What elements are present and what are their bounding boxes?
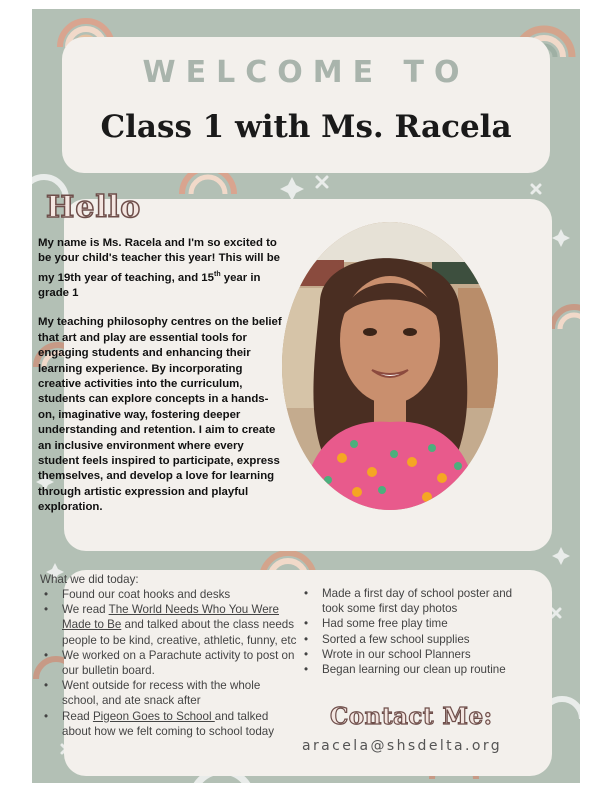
bio-intro-text: My name is Ms. Racela and I'm so excited to be your child's teacher this year! This will be my 19th year of teaching, and 15 [38, 237, 280, 284]
activities-list-left [40, 587, 300, 739]
teacher-portrait-photo [282, 222, 498, 510]
bio-intro-tail: year in grade 1 [38, 271, 261, 300]
list-item [40, 602, 300, 648]
contact-email[interactable]: aracela@shsdelta.org [302, 738, 503, 754]
list-item-text: Found our coat hooks and desks [62, 588, 231, 601]
list-item [40, 678, 300, 708]
teacher-portrait-icon [282, 222, 498, 510]
welcome-subtitle: WELCOME TO [142, 55, 470, 90]
activities-list-right [300, 586, 516, 677]
contact-heading: Contact Me: [330, 703, 493, 730]
list-item: • Made a first day of school poster and took some first day photos [300, 586, 516, 616]
list-item [40, 648, 300, 678]
book-title-link[interactable]: Pigeon Goes to School [92, 709, 215, 723]
list-item [40, 709, 300, 739]
list-item-text: We worked on a Parachute activity to post on our bulletin board. [62, 648, 295, 678]
list-item-text: and talked about the class needs people to be kind, creative, athletic, funny, etc [62, 618, 297, 647]
list-item-text: We read [62, 603, 109, 617]
list-item: • Had some free play time [300, 616, 516, 631]
list-item: • Sorted a few school supplies [300, 632, 516, 647]
list-item: • Wrote in our school Planners [300, 647, 516, 662]
hello-heading: Hello [46, 190, 142, 225]
list-item-text: Read [62, 709, 93, 723]
today-heading: What we did today: [40, 573, 139, 586]
bio-paragraph-philosophy: My teaching philosophy centres on the belief that art and play are essential tools for engaging students and enhancing their learning experience. By incorporating creative activities into the curriculum, students can explore concepts in a hands-on, imaginative way, fostering deeper understanding and retention. I aim to create an inclusive environment where every student feels inspired to participate, express themselves, and develop a love for learning through artistic expression and playful exploration. [38, 316, 282, 514]
list-item [40, 587, 300, 602]
bio-paragraph-intro [38, 236, 284, 301]
list-item-text: Went outside for recess with the whole school, and ate snack after [62, 679, 261, 708]
book-title-link[interactable]: The World Needs Who You Were Made to Be [62, 603, 279, 632]
teacher-bio [38, 236, 284, 530]
list-item: • Began learning our clean up routine [300, 662, 516, 677]
class-title: Class 1 with Ms. Racela [100, 109, 512, 145]
bio-superscript: th [213, 270, 221, 278]
welcome-banner [62, 37, 550, 173]
list-item-text: and talked about how we felt coming to school today [62, 709, 275, 738]
